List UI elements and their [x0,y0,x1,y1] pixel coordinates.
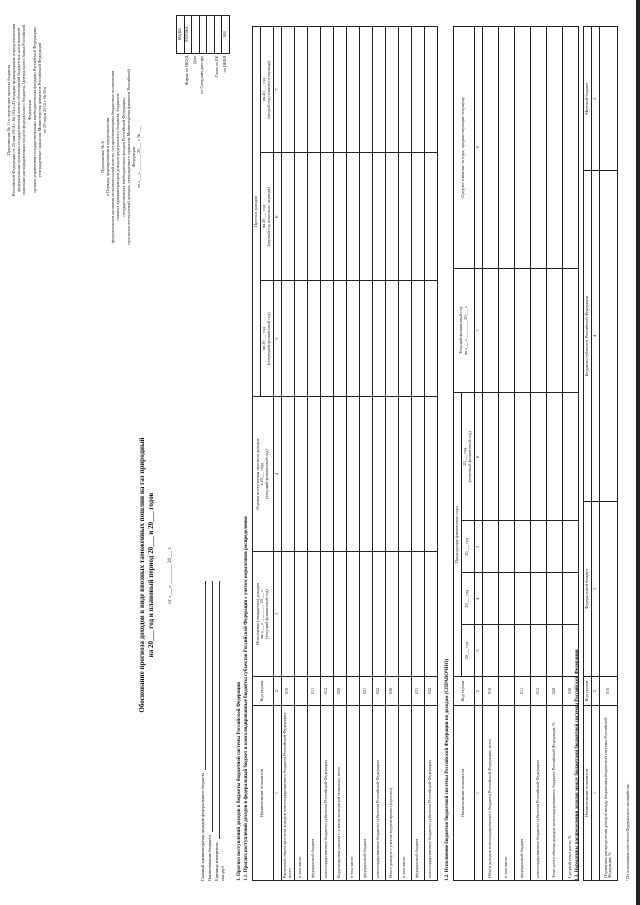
row-name: консолидированные бюджеты субъектов Российской Федерации [320,706,333,881]
row-code: 021 [359,677,372,706]
col-number: 4 [474,573,482,625]
row-value-cell[interactable] [372,153,385,281]
row-value-cell[interactable] [411,397,424,552]
table-row [281,27,294,881]
row-code: 011 [514,677,530,706]
row-name: Итого доходов с учетом корректировки (прогноз) [385,706,398,881]
col-local: Местный бюджет [584,27,592,171]
row-code: 012 [320,677,333,706]
row-code: 010 [281,677,294,706]
row-value-cell[interactable] [320,552,333,677]
org-unit: тыс.руб [220,866,226,881]
approval-line: органов управления государственными внебюджетными фондами Российской Федерации» [31,26,37,194]
row-code: 012 [530,677,546,706]
row-code: 030 [562,677,578,706]
col-number: 6 [273,153,281,281]
col-year-4 [461,393,474,521]
row-value-cell[interactable] [385,27,398,153]
annex-line: от «___» ________ 20___ г. № ___ [136,126,142,188]
row-value-cell[interactable] [424,552,437,677]
row-value-cell[interactable] [398,27,411,153]
col-number: 5 [474,521,482,573]
row-value-cell[interactable] [482,393,498,521]
col-expected-date: на «___» ________ 20___ г. [259,589,265,639]
document-title [138,325,156,825]
codes-label: Дата [191,55,197,65]
row-name: федеральный бюджет [514,706,530,881]
codes-row [207,16,215,146]
row-value-cell[interactable] [546,625,562,677]
row-value-cell[interactable] [498,625,514,677]
row-value-cell[interactable] [424,27,437,153]
col-number: 4 [591,171,599,501]
row-value-cell[interactable] [320,281,333,397]
col-expected-title: Исполнение (ожидаемое) доходов [254,583,260,646]
row-value-cell[interactable] [562,268,578,393]
col-forecast-3-sub: (второй год планового периода) [265,60,271,119]
row-value-cell[interactable] [346,397,359,552]
row-name: федеральный бюджет [307,706,320,881]
row-value-cell[interactable] [482,625,498,677]
row-code [498,677,514,706]
row-value-cell[interactable] [398,552,411,677]
row-value-cell[interactable] [514,393,530,521]
row-value-cell[interactable] [385,281,398,397]
codes-header-row [177,16,185,146]
table-1-3-body [599,27,617,881]
col-forecast-3-year: на 20___ год [260,78,266,102]
document-date: от «___» ________ 20___ г. [168,546,173,604]
row-value-cell[interactable] [411,153,424,281]
row-name: Темп роста объема доходов консолидированного бюджета Российской Федерации, % [546,706,562,881]
row-value-cell[interactable] [359,153,372,281]
col-prev-years: Предыдущие финансовые годы [454,393,462,677]
row-value-cell[interactable] [562,393,578,521]
row-value-cell[interactable] [411,281,424,397]
row-name: Расчетный объем прогноза доходов консолидированного бюджета Российской Федерации, всего [281,706,294,881]
annex-line: федеральными органами исполнительной власти, осуществляющими бюджетные полномочия [110,70,116,244]
col-number: 5 [591,27,599,171]
col-forecast-3 [260,27,273,153]
row-value-cell[interactable] [482,573,498,625]
org-admin-row [200,581,207,881]
codes-value [207,16,215,54]
row-value-cell[interactable] [546,393,562,521]
row-value-cell[interactable] [294,27,307,153]
row-value-cell[interactable] [281,27,294,153]
row-name: Средний темп роста, % [562,706,578,881]
organization-block [200,581,227,881]
col-estimate-date: в 20___ году [259,462,265,486]
col-estimate-title: Оценка поступления прогноза доходов [254,438,260,510]
table-1-2 [453,26,579,881]
col-forecast-1-year: на 20___ год [260,327,266,351]
row-value-cell[interactable] [307,27,320,153]
col-number: 3 [591,501,599,676]
row-value-cell[interactable] [498,27,514,269]
col-number-row [591,27,599,881]
table-row [385,27,398,881]
row-value-cell[interactable] [530,521,546,573]
col-forecast-2-year: на 20___ год [260,205,266,229]
row-value-cell[interactable] [599,171,617,501]
codes-box [176,15,230,145]
col-current-title: Текущий финансовый год [457,306,463,355]
row-value-cell[interactable] [411,552,424,677]
approval-line: главными распорядителями средств федерального бюджета, Центрального банка Российской Федерации [21,24,32,196]
col-number: 7 [273,27,281,153]
codes-value: 0505464 [184,16,192,54]
approval-stamp [6,15,47,205]
table-row [514,27,530,881]
title-line-1: Обоснование прогноза доходов в виде ввозных таможенных пошлин на газ природный [138,437,146,713]
row-name: федеральный бюджет [359,706,372,881]
section-1-title: 1. Прогноз поступлений доходов в бюджеты бюджетной системы Российской Федерации [237,682,242,881]
row-code: 010 [599,677,617,706]
row-value-cell[interactable] [359,281,372,397]
row-value-cell[interactable] [482,27,498,269]
annex-line: к Порядку формирования и представления [105,117,111,197]
table-row [320,27,333,881]
col-federal: Федеральный бюджет [584,501,592,676]
row-value-cell[interactable] [514,625,530,677]
row-value-cell[interactable] [294,397,307,552]
row-value-cell[interactable] [294,281,307,397]
codes-label: Глава по БК [214,55,220,78]
row-value-cell[interactable] [359,552,372,677]
row-code: 022 [372,677,385,706]
row-name: консолидированные бюджеты субъектов Российской Федерации [372,706,385,881]
col-current [454,268,475,393]
annex-line: главных администраторов доходов федерального бюджета, бюджетов [115,93,121,221]
title-line-2: на 20___ год и плановый период 20___ и 20___ годов [147,492,156,658]
table-row [546,27,562,881]
table-row [599,27,617,881]
table-row [307,27,320,881]
org-period-row [214,581,221,881]
col-number-row [474,27,482,881]
table-row [482,27,498,881]
row-value-cell[interactable] [281,281,294,397]
row-name: Корректировка расчета с учетом экспортной пошлины, всего [333,706,346,881]
col-number: 7 [474,268,482,393]
row-value-cell[interactable] [333,153,346,281]
codes-label: по Сводному реестру [199,55,205,94]
approval-line: утвержденные приказом Министерства финансов Российской Федерации [36,42,42,178]
col-number-row [273,27,281,881]
codes-label [207,53,215,145]
org-admin-field [200,581,206,770]
col-code: Код строки [584,677,592,706]
section-11-title: 1.1. Прогноз поступлений доходов в федеральный бюджет и консолидированные бюджеты субъектов Российской Федерации с учетом нормативов распределения [244,516,249,881]
col-average: Среднее значение за годы, предшествующие текущему [454,27,475,269]
row-value-cell[interactable] [307,153,320,281]
row-value-cell[interactable] [333,397,346,552]
row-value-cell[interactable] [546,268,562,393]
row-value-cell[interactable] [385,552,398,677]
row-value-cell[interactable] [320,27,333,153]
row-code: 030 [385,677,398,706]
col-number: 2 [474,677,482,706]
col-number: 4 [273,397,281,552]
row-value-cell[interactable] [333,281,346,397]
row-value-cell[interactable] [372,552,385,677]
row-code: 010 [482,677,498,706]
org-unit-row [220,581,227,881]
row-value-cell[interactable] [320,153,333,281]
col-number: 2 [273,677,281,706]
row-code: 011 [307,677,320,706]
table-row [333,27,346,881]
org-period-label: Единица измерения: [213,841,219,881]
table-header-row [454,27,462,881]
col-expected-year: (текущий финансовый год) [264,589,270,639]
row-value-cell[interactable] [398,153,411,281]
row-value-cell[interactable] [294,153,307,281]
row-value-cell[interactable] [546,573,562,625]
col-estimate-year: (текущий финансовый год) [264,449,270,499]
row-value-cell[interactable] [562,573,578,625]
row-value-cell[interactable] [385,153,398,281]
annex-line: Приложение № 6 [100,141,105,173]
table-header-row [584,27,592,881]
row-value-cell[interactable] [482,268,498,393]
row-value-cell[interactable] [411,27,424,153]
table-row [346,27,359,881]
row-name: Нормативы распределения доходов между бюджетами бюджетной системы Российской Федерации, % [599,706,617,881]
col-number: 1 [474,706,482,881]
footnote: ¹ По основаниям отчетности Федерального казначейства. [625,783,630,881]
annex-stamp [100,67,141,247]
row-value-cell[interactable] [333,552,346,677]
col-number: 2 [591,677,599,706]
org-budget-field [207,581,213,832]
codes-label: Форма по ОКУД [184,55,190,86]
col-forecast: Прогноз доходов [253,27,261,397]
row-value-cell[interactable] [281,153,294,281]
row-value-cell[interactable] [398,281,411,397]
codes-value: 384 [222,16,230,54]
row-name: Объем доходов консолидированного бюджета Российской Федерации, всего [482,706,498,881]
table-1-1 [252,26,438,881]
codes-header: КОДЫ [177,16,185,54]
row-value-cell[interactable] [346,27,359,153]
codes-value [192,16,200,54]
col-current-date: на «___» ________ 20___ г. [462,305,468,356]
approval-line: федеральными органами государственной власти обоснований бюджетных ассигнований [16,28,22,192]
section-12-title: 1.2. Исполнение бюджетов бюджетной системы Российской Федерации по доходам (СПРАВОЧНО) [445,658,450,881]
row-value-cell[interactable] [424,153,437,281]
approval-line: Российской Федерации от 29 мая 2014 г. № 105н «О порядке формирования и предоставления [11,23,17,197]
table-header-row [253,27,261,881]
row-value-cell[interactable] [546,27,562,269]
col-forecast-1 [260,281,273,397]
row-value-cell[interactable] [424,281,437,397]
row-value-cell[interactable] [530,393,546,521]
table-row [372,27,385,881]
row-value-cell[interactable] [424,397,437,552]
row-value-cell[interactable] [372,281,385,397]
row-value-cell[interactable] [498,573,514,625]
col-number: 5 [273,281,281,397]
table-1-3 [583,26,618,881]
row-value-cell[interactable] [307,552,320,677]
table-row [359,27,372,881]
col-estimate [253,397,274,552]
row-name: в том числе: [346,706,359,881]
col-regional: Бюджеты субъектов Российской Федерации [584,171,592,501]
row-name: федеральный бюджет [411,706,424,881]
row-value-cell[interactable] [372,397,385,552]
row-name: в том числе: [294,706,307,881]
row-value-cell[interactable] [398,397,411,552]
row-value-cell[interactable] [562,521,578,573]
row-value-cell[interactable] [346,153,359,281]
col-code: Код строки [454,677,475,706]
codes-value [199,16,207,54]
row-value-cell[interactable] [530,27,546,269]
table-row [411,27,424,881]
row-value-cell[interactable] [359,397,372,552]
row-value-cell[interactable] [346,281,359,397]
org-admin-label: Главный администратор доходов федерального бюджета [200,772,205,881]
row-value-cell[interactable] [546,521,562,573]
row-value-cell[interactable] [372,27,385,153]
col-name: Наименование показателя [253,706,274,881]
row-value-cell[interactable] [530,268,546,393]
row-name: в том числе: [398,706,411,881]
row-value-cell[interactable] [514,521,530,573]
codes-row [184,16,192,146]
row-value-cell[interactable] [359,27,372,153]
row-value-cell[interactable] [599,501,617,676]
table-row [498,27,514,881]
col-forecast-2-sub: (первый год планового периода) [265,187,271,247]
row-value-cell[interactable] [346,552,359,677]
row-value-cell[interactable] [514,573,530,625]
codes-row [214,16,222,146]
row-name: в том числе: [498,706,514,881]
table-row [530,27,546,881]
col-code: Код строки [253,677,274,706]
row-name: консолидированные бюджеты субъектов Российской Федерации [530,706,546,881]
col-number: 8 [474,27,482,269]
row-value-cell[interactable] [530,573,546,625]
row-value-cell[interactable] [281,397,294,552]
col-year-4-year: 20___ год [461,447,467,466]
row-value-cell[interactable] [498,521,514,573]
row-code: 020 [333,677,346,706]
row-value-cell[interactable] [530,625,546,677]
org-budget-row [207,581,214,881]
col-year-3: 20___ год [461,521,474,573]
row-value-cell[interactable] [599,27,617,171]
col-number: 6 [474,393,482,521]
codes-label: по ОКЕИ [221,55,227,73]
approval-line: Приложение № 11 к подготовке проекта бюджета [6,64,11,156]
row-value-cell[interactable] [482,521,498,573]
col-number: 3 [474,625,482,677]
codes-row [199,16,207,146]
col-forecast-2 [260,153,273,281]
row-code: 020 [546,677,562,706]
col-number: 3 [273,552,281,677]
codes-row [192,16,200,146]
row-value-cell[interactable] [307,397,320,552]
row-value-cell[interactable] [498,268,514,393]
row-value-cell[interactable] [333,27,346,153]
col-number: 1 [273,706,281,881]
row-code: 032 [424,677,437,706]
annex-line: государственных внебюджетных фондов Российской Федерации, [120,97,126,217]
row-value-cell[interactable] [294,552,307,677]
col-year-4-sub: (отчетный финансовый год) [466,431,472,483]
row-value-cell[interactable] [281,552,294,677]
table-1-1-body [281,27,437,881]
col-year-1: 20___ год [461,625,474,677]
col-year-2: 20___ год [461,573,474,625]
row-value-cell[interactable] [498,393,514,521]
row-code [346,677,359,706]
annex-line: прогнозов поступлений доходов, утвержденного приказом Министерства финансов Российской Федерации [125,69,136,245]
row-value-cell[interactable] [562,27,578,269]
table-row [398,27,411,881]
codes-row [222,16,230,146]
approval-line: от 29 июля 2014 г. № 85н [42,87,48,133]
org-budget-label: Наименование бюджета [206,835,212,881]
col-name: Наименование показателя [454,706,475,881]
codes-value [214,16,222,54]
col-name: Наименование показателя [584,706,592,881]
row-code [398,677,411,706]
col-expected [253,552,274,677]
table-1-2-body [482,27,578,881]
row-code: 031 [411,677,424,706]
row-value-cell[interactable] [307,281,320,397]
row-name: консолидированные бюджеты субъектов Российской Федерации [424,706,437,881]
row-value-cell[interactable] [514,27,530,269]
row-value-cell[interactable] [320,397,333,552]
col-forecast-1-sub: (очередной финансовый год) [265,312,271,366]
table-row [424,27,437,881]
org-period-field [214,581,220,839]
table-row [294,27,307,881]
section-13-title: 1.3. Нормативы распределения доходов между бюджетами бюджетной системы Российской Федерации [575,649,580,881]
row-code [294,677,307,706]
row-value-cell[interactable] [385,397,398,552]
row-value-cell[interactable] [514,268,530,393]
col-number: 1 [591,706,599,881]
codes-table [176,15,230,145]
